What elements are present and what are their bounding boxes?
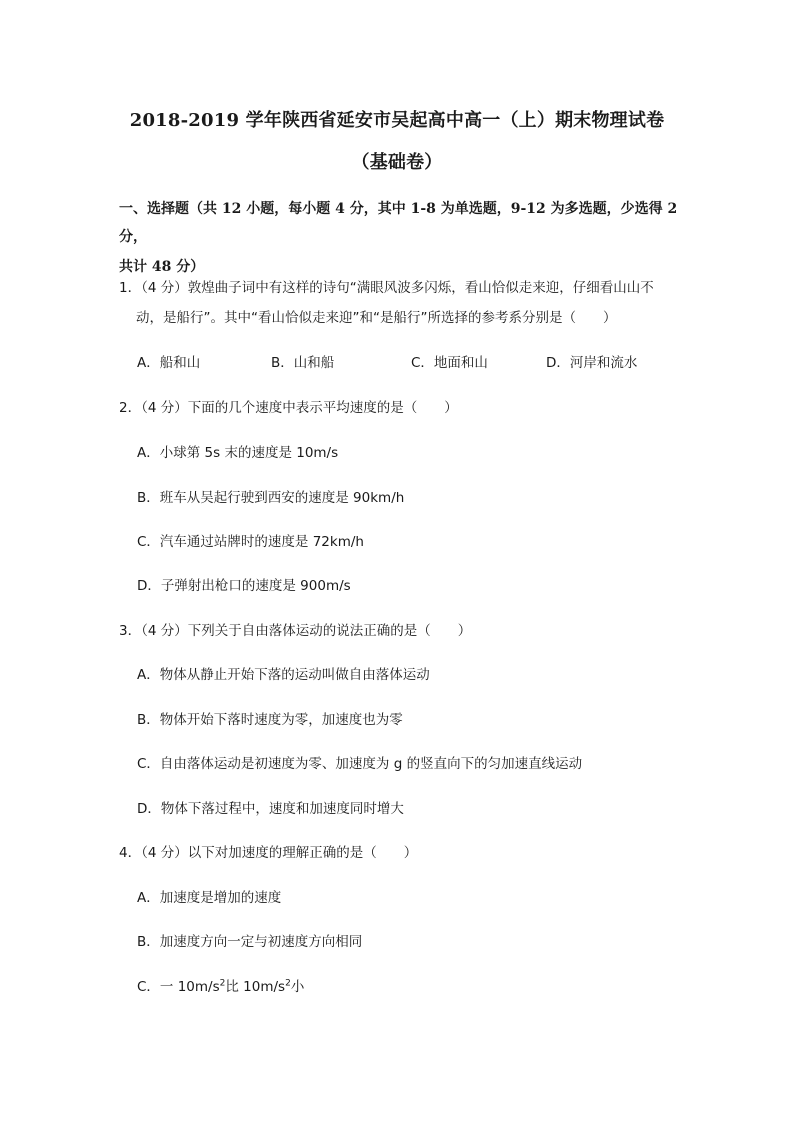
question-4-option-b: B．加速度方向一定与初速度方向相同 (137, 934, 363, 950)
option-c-exponent-2: 2 (285, 978, 291, 989)
question-1-stem-line1: 1．（4 分）敦煌曲子词中有这样的诗句“满眼风波多闪烁，看山恰似走来迎，仔细看山山不 (119, 280, 654, 296)
question-4-stem: 4．（4 分）以下对加速度的理解正确的是（ ） (119, 845, 418, 861)
option-c-prefix: C．一 10m/s (137, 979, 220, 995)
question-2-option-d: D．子弹射出枪口的速度是 900m/s (137, 578, 351, 594)
option-c-suffix: 小 (290, 979, 305, 995)
question-2-option-b: B．班车从吴起行驶到西安的速度是 90km/h (137, 490, 405, 506)
section-heading (119, 195, 689, 281)
question-3-stem: 3．（4 分）下列关于自由落体运动的说法正确的是（ ） (119, 623, 472, 639)
question-1-stem-line2: 动，是船行”。其中“看山恰似走来迎”和“是船行”所选择的参考系分别是（ ） (136, 310, 617, 326)
exam-title: 2018-2019 学年陕西省延安市吴起高中高一（上）期末物理试卷 (129, 110, 665, 131)
question-1-option-b: B．山和船 (271, 355, 335, 371)
question-3-option-a: A．物体从静止开始下落的运动叫做自由落体运动 (137, 667, 430, 683)
section-heading-line1: 一、选择题（共 12 小题，每小题 4 分，其中 1-8 为单选题，9-12 为多选题，少选得 2 分， (119, 201, 678, 245)
question-4-option-c (137, 975, 304, 995)
question-4-option-a: A．加速度是增加的速度 (137, 890, 282, 906)
question-1-option-c: C．地面和山 (411, 355, 488, 371)
question-3-option-b: B．物体开始下落时速度为零，加速度也为零 (137, 712, 403, 728)
option-c-exponent-1: 2 (219, 978, 226, 989)
question-1-option-a: A．船和山 (137, 355, 201, 371)
question-2-option-c: C．汽车通过站牌时的速度是 72km/h (137, 534, 364, 550)
question-2-stem: 2．（4 分）下面的几个速度中表示平均速度的是（ ） (119, 400, 458, 416)
question-3-option-c: C．自由落体运动是初速度为零、加速度为 g 的竖直向下的匀加速直线运动 (137, 756, 583, 772)
question-3-option-d: D．物体下落过程中，速度和加速度同时增大 (137, 801, 404, 817)
exam-subtitle: （基础卷） (351, 152, 443, 173)
option-c-middle: 比 10m/s (225, 979, 286, 995)
question-1-option-d: D．河岸和流水 (546, 355, 638, 371)
question-2-option-a: A．小球第 5s 末的速度是 10m/s (137, 445, 339, 461)
section-heading-line2: 共计 48 分） (119, 259, 205, 275)
